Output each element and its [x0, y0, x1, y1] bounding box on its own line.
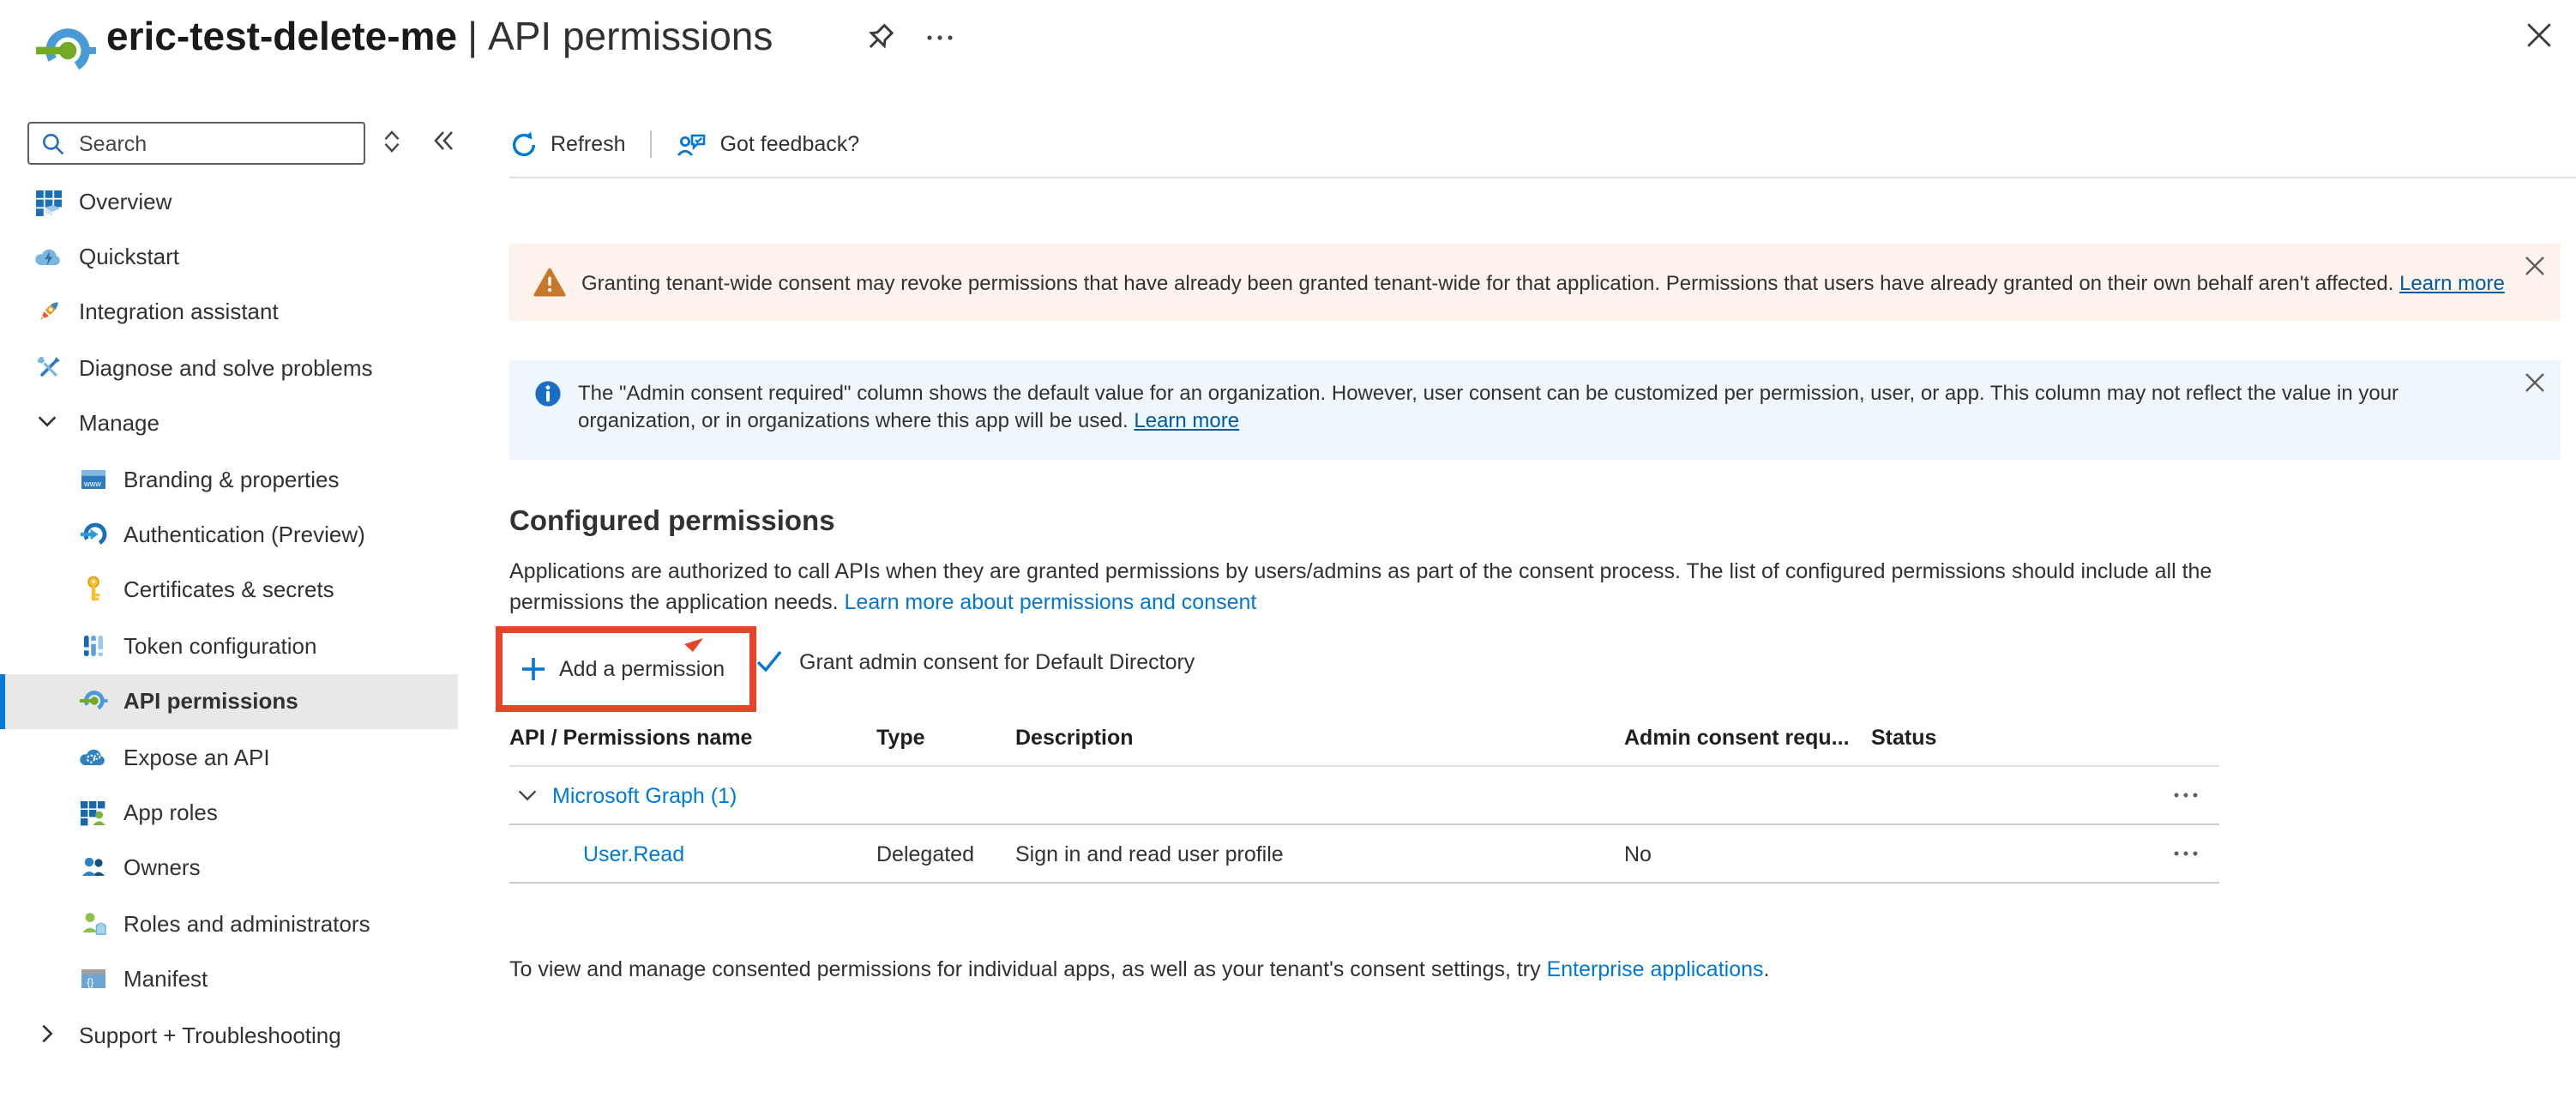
warning-icon [533, 268, 566, 297]
permissions-table [509, 726, 2219, 884]
sidebar-group-label: Support + Troubleshooting [79, 1022, 341, 1048]
grant-admin-consent-label: Grant admin consent for Default Directory [799, 649, 1195, 673]
permissions-consent-link[interactable]: Learn more about permissions and consent [844, 590, 1257, 614]
row-more-icon[interactable] [2173, 844, 2219, 863]
chevron-down-icon[interactable] [515, 782, 540, 808]
info-message: The "Admin consent required" column shows the default value for an organization. However, user consent can be customized per permission, user, or app. This column may not reflect the value in your organization, or in organizations where this app will be used. [578, 381, 2399, 432]
sidebar-item-branding-properties[interactable] [0, 451, 458, 507]
footer-period: . [1763, 957, 1770, 981]
sidebar-item-integration-assistant[interactable] [0, 285, 458, 341]
command-bar [509, 124, 2576, 165]
col-admin-consent: Admin consent requ... [1624, 726, 1850, 750]
api-permissions-app-icon [34, 19, 98, 82]
sidebar-item-overview[interactable] [0, 173, 458, 229]
warning-learn-more-link[interactable]: Learn more [2399, 270, 2505, 294]
sidebar-item-label: Overview [79, 188, 172, 214]
sidebar-nav [0, 173, 497, 1063]
permission-admin-consent: No [1624, 842, 1652, 866]
sidebar-item-label: App roles [123, 799, 218, 825]
warning-banner [509, 244, 2561, 321]
enterprise-applications-link[interactable]: Enterprise applications [1546, 957, 1764, 981]
col-status: Status [1871, 726, 1937, 750]
chevron-down-icon [34, 409, 63, 438]
warning-close-icon[interactable] [2525, 256, 2545, 276]
table-row[interactable] [509, 825, 2219, 884]
sidebar-item-label: Token configuration [123, 632, 317, 659]
toolbar-separator [650, 130, 652, 158]
overview-icon [34, 186, 63, 215]
section-description [509, 556, 2221, 618]
expose-api-icon [79, 742, 108, 771]
add-permission-label: Add a permission [559, 657, 725, 681]
authentication-icon [79, 520, 108, 549]
sidebar-item-quickstart[interactable] [0, 229, 458, 285]
svg-text:{}: {} [87, 976, 94, 989]
toolbar-divider [509, 177, 2576, 178]
token-configuration-icon [79, 631, 108, 661]
sidebar-item-label: Integration assistant [79, 299, 279, 325]
pin-icon[interactable] [866, 22, 899, 55]
api-permissions-icon [79, 686, 108, 715]
search-icon [41, 131, 65, 155]
sidebar-item-label: Quickstart [79, 244, 180, 270]
permission-type: Delegated [876, 842, 974, 866]
sidebar-item-manifest[interactable] [0, 951, 458, 1007]
annotation-cursor [684, 638, 705, 654]
sidebar-item-label: Authentication (Preview) [123, 522, 365, 548]
section-title: Configured permissions [509, 506, 835, 537]
sidebar-item-api-permissions[interactable] [0, 673, 458, 729]
close-icon[interactable] [2525, 21, 2554, 50]
search-input[interactable] [75, 130, 340, 157]
info-learn-more-link[interactable]: Learn more [1134, 408, 1240, 432]
certificates-icon [79, 576, 108, 605]
refresh-label: Refresh [551, 132, 626, 156]
sidebar-group-label: Manage [79, 410, 159, 437]
sidebar-item-label: Manifest [123, 966, 208, 992]
owners-icon [79, 854, 108, 883]
warning-message: Granting tenant-wide consent may revoke permissions that have already been granted tenant-wide for that application. Permissions that users have already granted on their own behalf aren't affected. [581, 270, 2400, 294]
info-banner [509, 360, 2561, 460]
diagnose-icon [34, 353, 63, 383]
sidebar-item-roles-administrators[interactable] [0, 896, 458, 951]
info-icon [533, 379, 563, 408]
branding-icon [79, 464, 108, 493]
sidebar-item-token-configuration[interactable] [0, 618, 458, 673]
sidebar-item-label: Diagnose and solve problems [79, 354, 373, 381]
feedback-label: Got feedback? [719, 132, 860, 156]
permission-description: Sign in and read user profile [1015, 842, 1284, 866]
collapse-sidebar-icon[interactable] [429, 127, 458, 154]
info-text [578, 379, 2502, 434]
page-title [106, 14, 773, 60]
info-close-icon[interactable] [2525, 372, 2545, 393]
refresh-button[interactable] [509, 130, 626, 159]
sidebar-item-diagnose[interactable] [0, 340, 458, 395]
permission-actions [509, 626, 2576, 726]
sidebar-item-app-roles[interactable] [0, 785, 458, 841]
refresh-icon [509, 130, 539, 159]
sidebar-group-support-troubleshooting[interactable] [0, 1007, 458, 1063]
sidebar-item-label: API permissions [123, 688, 298, 715]
blade-sidebar [0, 103, 497, 1098]
plus-icon [521, 657, 545, 681]
sidebar-item-label: Certificates & secrets [123, 576, 334, 603]
warning-text [581, 268, 2505, 296]
svg-text:www: www [84, 479, 101, 488]
footer-text: To view and manage consented permissions for individual apps, as well as your tenant's consent settings, try [509, 957, 1547, 981]
table-row[interactable] [509, 767, 2219, 825]
sidebar-search[interactable] [27, 122, 365, 165]
feedback-icon [676, 130, 708, 159]
permission-link[interactable]: User.Read [583, 842, 685, 866]
grant-admin-consent-button[interactable] [755, 649, 1195, 674]
sidebar-item-expose-an-api[interactable] [0, 729, 458, 785]
sidebar-item-owners[interactable] [0, 840, 458, 896]
sidebar-item-certificates-secrets[interactable] [0, 562, 458, 618]
blade-content [509, 103, 2576, 981]
integration-assistant-icon [34, 298, 63, 327]
manifest-icon [79, 964, 108, 993]
more-icon[interactable] [926, 27, 954, 48]
col-description: Description [1015, 726, 1134, 750]
footer-note [509, 957, 2576, 981]
row-more-icon[interactable] [2173, 786, 2219, 805]
app-name: eric-test-delete-me [106, 14, 458, 58]
sidebar-group-manage[interactable] [0, 395, 458, 451]
table-header-row [509, 726, 2219, 767]
api-group-link[interactable]: Microsoft Graph (1) [552, 783, 737, 807]
resize-handle-icon[interactable] [379, 127, 405, 156]
title-separator: | [467, 14, 478, 58]
quickstart-icon [34, 242, 63, 271]
blade-header [0, 0, 2576, 103]
blade-name: API permissions [488, 14, 773, 58]
sidebar-item-label: Expose an API [123, 744, 270, 770]
check-icon [755, 649, 784, 674]
feedback-button[interactable] [676, 130, 860, 159]
col-api-permissions-name: API / Permissions name [509, 726, 753, 750]
sidebar-item-label: Owners [123, 854, 201, 881]
app-roles-icon [79, 798, 108, 827]
sidebar-item-authentication[interactable] [0, 507, 458, 563]
roles-administrators-icon [79, 909, 108, 938]
add-permission-button[interactable] [496, 626, 756, 712]
chevron-right-icon [34, 1020, 63, 1049]
sidebar-item-label: Roles and administrators [123, 910, 370, 937]
description-text: Applications are authorized to call APIs when they are granted permissions by users/admins as part of the consent process. The list of configured permissions should include all the permissions the application needs. [509, 559, 2212, 614]
sidebar-item-label: Branding & properties [123, 466, 340, 492]
col-type: Type [876, 726, 925, 750]
